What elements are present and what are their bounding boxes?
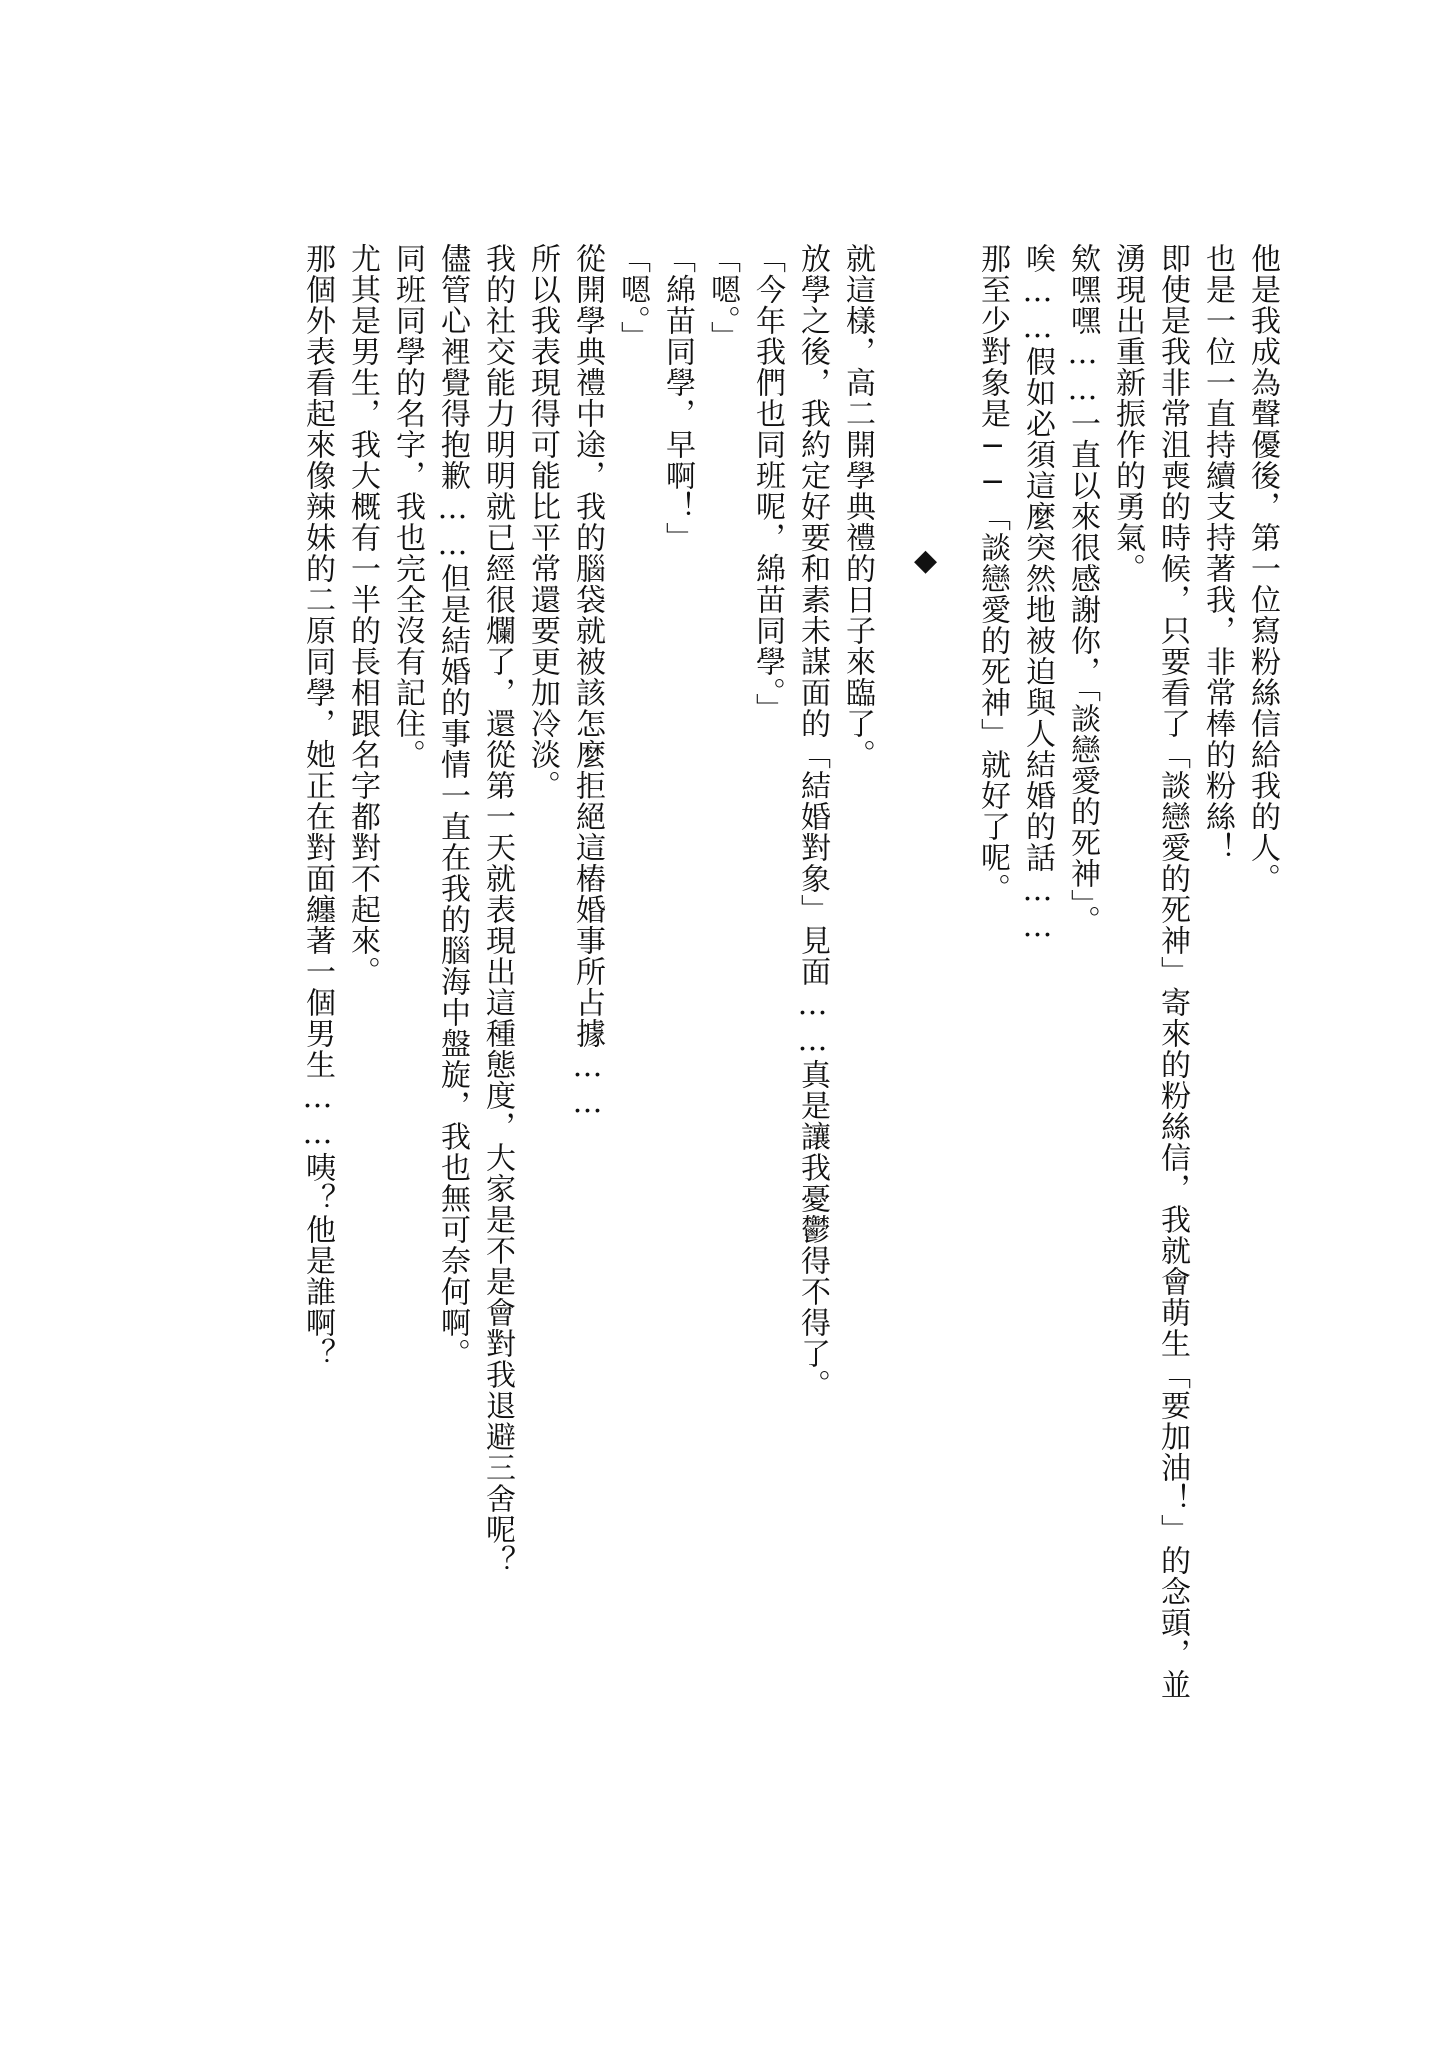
paragraph-line: 所以我表現得可能比平常還要更加冷淡。 — [525, 243, 560, 801]
dialogue-line: 「嗯。」 — [705, 243, 740, 352]
paragraph-line: 從開學典禮中途，我的腦袋就被該怎麼拒絕這樁婚事所占據…… — [570, 243, 605, 1121]
paragraph-line-continued: 湧現出重新振作的勇氣。 — [1110, 243, 1145, 584]
paragraph-line: 儘管心裡覺得抱歉……但是結婚的事情一直在我的腦海中盤旋，我也無可奈何啊。 — [435, 243, 470, 1369]
section-divider-diamond: ◆ — [908, 543, 943, 579]
paragraph-line: 那至少對象是──「談戀愛的死神」就好了呢。 — [975, 243, 1010, 904]
paragraph-line: 欸嘿嘿……一直以來很感謝你，「談戀愛的死神」。 — [1065, 243, 1100, 936]
paragraph-line: 同班同學的名字，我也完全沒有記住。 — [390, 243, 425, 770]
paragraph-line: 也是一位一直持續支持著我，非常棒的粉絲！ — [1200, 243, 1235, 863]
dialogue-line: 「今年我們也同班呢，綿苗同學。」 — [750, 243, 785, 724]
paragraph-line: 尤其是男生，我大概有一半的長相跟名字都對不起來。 — [345, 243, 380, 987]
paragraph-line: 就這樣，高二開學典禮的日子來臨了。 — [840, 243, 875, 770]
vertical-text-body — [295, 243, 1285, 1843]
paragraph-line: 那個外表看起來像辣妹的二原同學，她正在對面纏著一個男生……咦？他是誰啊？ — [300, 243, 335, 1369]
paragraph-line: 我的社交能力明明就已經很爛了，還從第一天就表現出這種態度，大家是不是會對我退避三舍呢？ — [480, 243, 515, 1576]
dialogue-line: 「嗯。」 — [615, 243, 650, 352]
paragraph-line: 放學之後，我約定好要和素未謀面的「結婚對象」見面……真是讓我憂鬱得不得了。 — [795, 243, 830, 1400]
paragraph-line: 他是我成為聲優後，第一位寫粉絲信給我的人。 — [1245, 243, 1280, 894]
dialogue-line: 「綿苗同學，早啊！」 — [660, 243, 695, 553]
paragraph-line: 即使是我非常沮喪的時候，只要看了「談戀愛的死神」寄來的粉絲信，我就會萌生「要加油！」的念頭，並 — [1155, 243, 1190, 1700]
paragraph-line: 唉……假如必須這麼突然地被迫與人結婚的話…… — [1020, 243, 1055, 945]
